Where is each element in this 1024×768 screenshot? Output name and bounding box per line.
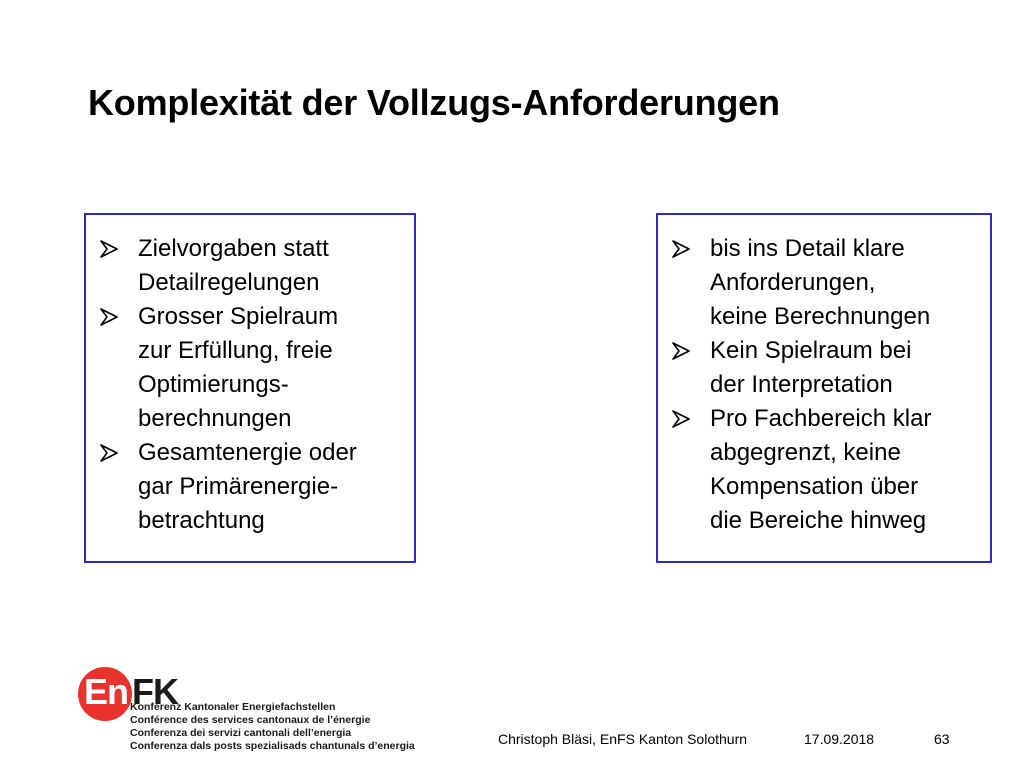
footer-author: Christoph Bläsi, EnFS Kanton Solothurn bbox=[498, 731, 748, 747]
logo-line: Conferenza dei servizi cantonali dell’energia bbox=[130, 727, 352, 739]
logo-org-names bbox=[130, 701, 415, 753]
list-item bbox=[100, 300, 408, 436]
bullet-text: Gesamtenergie oder gar Primärenergie- betrachtung bbox=[138, 439, 357, 534]
bullet-text: Kein Spielraum bei der Interpretation bbox=[710, 337, 912, 398]
logo-line: Conférence des services cantonaux de l’énergie bbox=[130, 714, 371, 726]
logo-line: Conferenza dals posts spezialisads chantunals d’energia bbox=[130, 740, 415, 752]
logo-line: Konferenz Kantonaler Energiefachstellen bbox=[130, 701, 336, 713]
arrowhead-bullet-icon bbox=[672, 342, 690, 360]
list-item bbox=[100, 232, 408, 300]
footer-page-number: 63 bbox=[934, 731, 950, 747]
list-item bbox=[672, 232, 984, 334]
bullet-text: bis ins Detail klare Anforderungen, keine Berechnungen bbox=[710, 235, 931, 330]
left-text-box bbox=[84, 213, 416, 563]
list-item bbox=[672, 402, 984, 538]
logo-mark-fk: FK bbox=[132, 671, 178, 712]
arrowhead-bullet-icon bbox=[672, 240, 690, 258]
bullet-text: Pro Fachbereich klar abgegrenzt, keine Kompensation über die Bereiche hinweg bbox=[710, 405, 932, 534]
footer-date: 17.09.2018 bbox=[804, 731, 875, 747]
arrowhead-bullet-icon bbox=[100, 444, 118, 462]
arrowhead-bullet-icon bbox=[100, 308, 118, 326]
bullet-text: Grosser Spielraum zur Erfüllung, freie Optimierungs- berechnungen bbox=[138, 303, 339, 432]
list-item bbox=[672, 334, 984, 402]
right-bullet-list bbox=[672, 232, 984, 538]
enfk-logo bbox=[78, 667, 438, 759]
bullet-text: Zielvorgaben statt Detailregelungen bbox=[138, 235, 329, 296]
list-item bbox=[100, 436, 408, 538]
arrowhead-bullet-icon bbox=[100, 240, 118, 258]
logo-mark-en: En bbox=[84, 671, 129, 712]
right-text-box bbox=[656, 213, 992, 563]
slide-title: Komplexität der Vollzugs-Anforderungen bbox=[88, 82, 780, 123]
arrowhead-bullet-icon bbox=[672, 410, 690, 428]
left-bullet-list bbox=[100, 232, 408, 538]
